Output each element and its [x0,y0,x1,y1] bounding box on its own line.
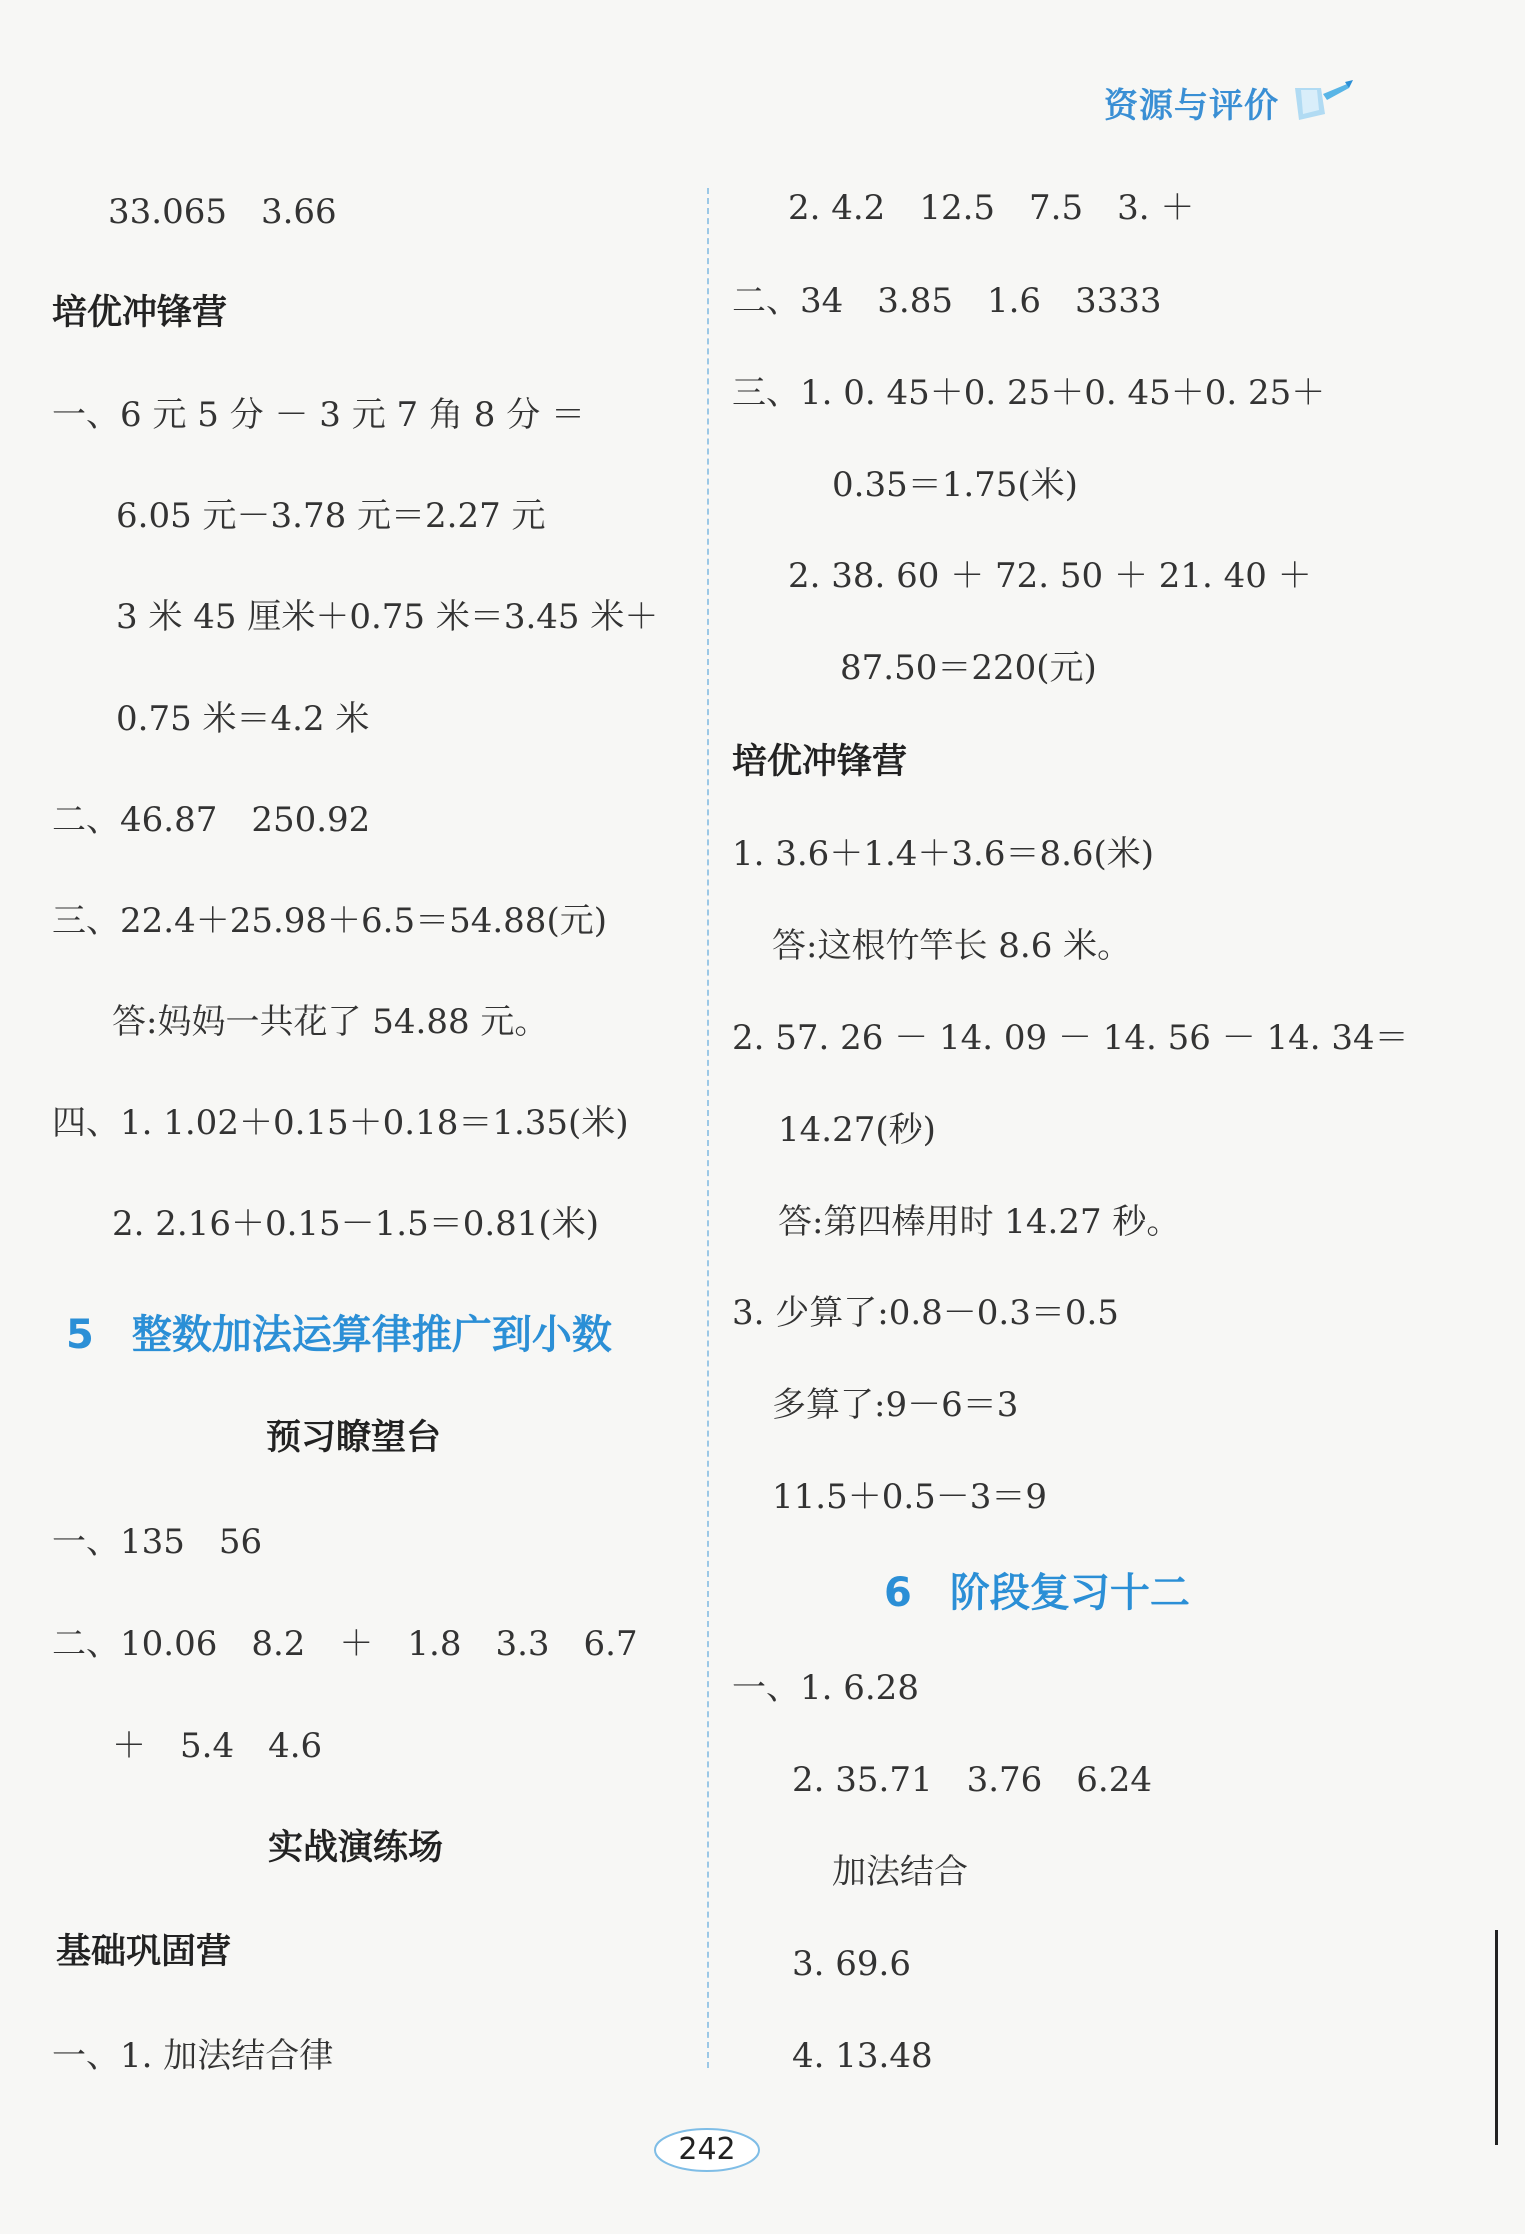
left-column [0,0,690,2100]
answer-line: 二、46.87 250.92 [52,800,371,840]
answer-line: 多算了:9－6＝3 [772,1385,1019,1425]
answer-line: 四、1. 1.02＋0.15＋0.18＝1.35(米) [52,1103,629,1143]
chapter-number: 5 [66,1312,94,1358]
answer-line: 一、135 56 [52,1522,263,1562]
section-heading-peiyou: 培优冲锋营 [52,293,228,333]
page-number-badge [652,2125,762,2175]
answer-line: 一、6 元 5 分 － 3 元 7 角 8 分 ＝ [52,395,586,435]
answer-line: 答:这根竹竿长 8.6 米。 [772,926,1132,966]
answer-line: 2. 38. 60 ＋ 72. 50 ＋ 21. 40 ＋ [788,556,1312,596]
section-heading-peiyou: 培优冲锋营 [732,742,908,782]
answer-line: 0.75 米＝4.2 米 [116,699,370,739]
chapter-name: 阶段复习十二 [949,1570,1190,1616]
answer-line: 1. 3.6＋1.4＋3.6＝8.6(米) [732,834,1155,874]
answer-line: 33.065 3.66 [108,192,337,232]
answer-line: 三、22.4＋25.98＋6.5＝54.88(元) [52,901,607,941]
answer-line: 二、10.06 8.2 ＋ 1.8 3.3 6.7 [52,1624,638,1664]
chapter-title-6 [884,1570,1190,1616]
right-column [712,0,1409,2100]
answer-line: 加法结合 [832,1852,968,1892]
chapter-name: 整数加法运算律推广到小数 [131,1312,612,1358]
answer-line: 二、34 3.85 1.6 3333 [732,281,1162,321]
answer-line: ＋ 5.4 4.6 [112,1726,323,1766]
answer-line: 3. 少算了:0.8－0.3＝0.5 [732,1293,1119,1333]
answer-line: 答:妈妈一共花了 54.88 元。 [112,1002,549,1042]
answer-line: 三、1. 0. 45＋0. 25＋0. 45＋0. 25＋ [732,373,1326,413]
answer-line: 11.5＋0.5－3＝9 [772,1477,1048,1517]
section-heading-jichu: 基础巩固营 [56,1932,232,1972]
answer-line: 3. 69.6 [792,1944,911,1984]
answer-line: 2. 2.16＋0.15－1.5＝0.81(米) [112,1204,599,1244]
answer-line: 一、1. 加法结合律 [52,2036,334,2076]
answer-line: 14.27(秒) [778,1110,936,1150]
answer-line: 6.05 元－3.78 元＝2.27 元 [116,496,546,536]
answer-line: 一、1. 6.28 [732,1668,919,1708]
column-divider [707,188,709,2068]
answer-line: 4. 13.48 [792,2036,933,2076]
subsection-title-preview: 预习瞭望台 [266,1418,442,1458]
subsection-title-practice: 实战演练场 [268,1828,444,1868]
scan-edge-mark [1495,1930,1498,2145]
answer-line: 0.35＝1.75(米) [832,465,1078,505]
answer-line: 2. 57. 26 － 14. 09 － 14. 56 － 14. 34＝ [732,1018,1409,1058]
chapter-number: 6 [884,1570,912,1616]
answer-line: 3 米 45 厘米＋0.75 米＝3.45 米＋ [116,597,659,637]
answer-line: 2. 35.71 3.76 6.24 [792,1760,1152,1800]
answer-line: 2. 4.2 12.5 7.5 3. ＋ [788,188,1195,228]
chapter-title-5 [66,1312,612,1358]
answer-line: 87.50＝220(元) [840,648,1097,688]
answer-line: 答:第四棒用时 14.27 秒。 [778,1202,1181,1242]
page-number: 242 [678,2132,736,2167]
header-title: 资源与评价 [1104,86,1279,126]
